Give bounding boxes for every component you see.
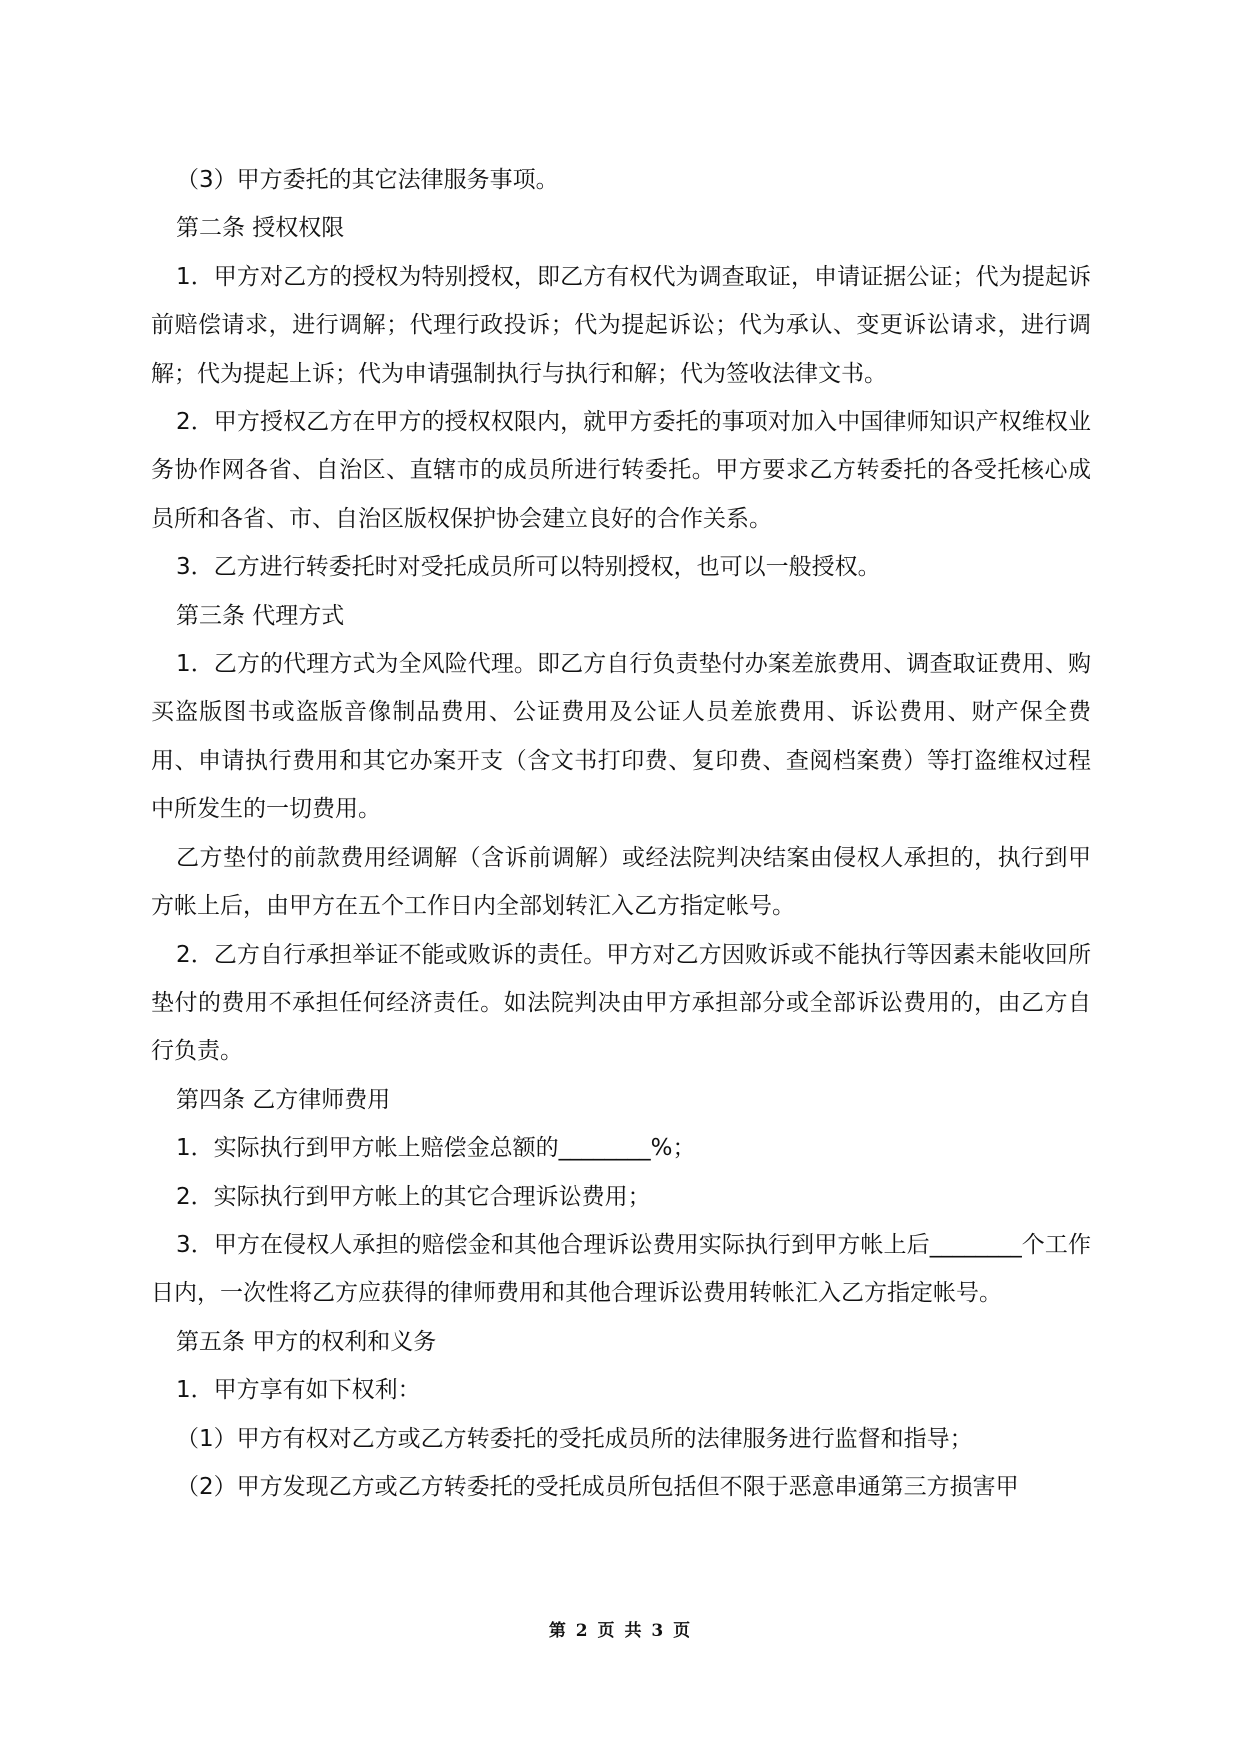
page-number-footer: 第 2 页 共 3 页 <box>548 1621 693 1641</box>
paragraph: 1．实际执行到甲方帐上赔偿金总额的________%； <box>176 1135 696 1162</box>
paragraph: 2．甲方授权乙方在甲方的授权权限内，就甲方委托的事项对加入中国律师知识产权维权业务协作网各省、自治区、直辖市的成员所进行转委托。甲方要求乙方转委托的各受托核心成员所和各省、市、自治区版权保护协会建立良好的合作关系。 <box>151 409 1091 532</box>
section-heading: 第四条 乙方律师费用 <box>176 1086 391 1113</box>
paragraph: （1）甲方有权对乙方或乙方转委托的受托成员所的法律服务进行监督和指导； <box>176 1425 973 1452</box>
paragraph: 3．甲方在侵权人承担的赔偿金和其他合理诉讼费用实际执行到甲方帐上后________个工作日内，一次性将乙方应获得的律师费用和其他合理诉讼费用转帐汇入乙方指定帐号。 <box>151 1231 1091 1307</box>
paragraph: 1．甲方享有如下权利： <box>176 1377 421 1404</box>
document-body <box>151 156 1091 1511</box>
section-heading: 第五条 甲方的权利和义务 <box>176 1328 437 1355</box>
paragraph: 3．乙方进行转委托时对受托成员所可以特别授权，也可以一般授权。 <box>176 554 881 581</box>
section-heading: 第三条 代理方式 <box>176 602 345 629</box>
paragraph: 2．实际执行到甲方帐上的其它合理诉讼费用； <box>176 1183 651 1210</box>
paragraph: 1．甲方对乙方的授权为特别授权，即乙方有权代为调查取证，申请证据公证；代为提起诉前赔偿请求，进行调解；代理行政投诉；代为提起诉讼；代为承认、变更诉讼请求，进行调解；代为提起上诉；代为申请强制执行与执行和解；代为签收法律文书。 <box>151 263 1091 387</box>
paragraph: （3）甲方委托的其它法律服务事项。 <box>176 167 559 193</box>
paragraph: 乙方垫付的前款费用经调解（含诉前调解）或经法院判决结案由侵权人承担的，执行到甲方帐上后，由甲方在五个工作日内全部划转汇入乙方指定帐号。 <box>151 844 1091 920</box>
paragraph: （2）甲方发现乙方或乙方转委托的受托成员所包括但不限于恶意串通第三方损害甲 <box>176 1473 1019 1500</box>
paragraph: 2．乙方自行承担举证不能或败诉的责任。甲方对乙方因败诉或不能执行等因素未能收回所垫付的费用不承担任何经济责任。如法院判决由甲方承担部分或全部诉讼费用的，由乙方自行负责。 <box>151 941 1091 1065</box>
section-heading: 第二条 授权权限 <box>176 215 345 242</box>
paragraph: 1．乙方的代理方式为全风险代理。即乙方自行负责垫付办案差旅费用、调查取证费用、购买盗版图书或盗版音像制品费用、公证费用及公证人员差旅费用、诉讼费用、财产保全费用、申请执行费用和其它办案开支（含文书打印费、复印费、查阅档案费）等打盗维权过程中所发生的一切费用。 <box>151 651 1091 823</box>
